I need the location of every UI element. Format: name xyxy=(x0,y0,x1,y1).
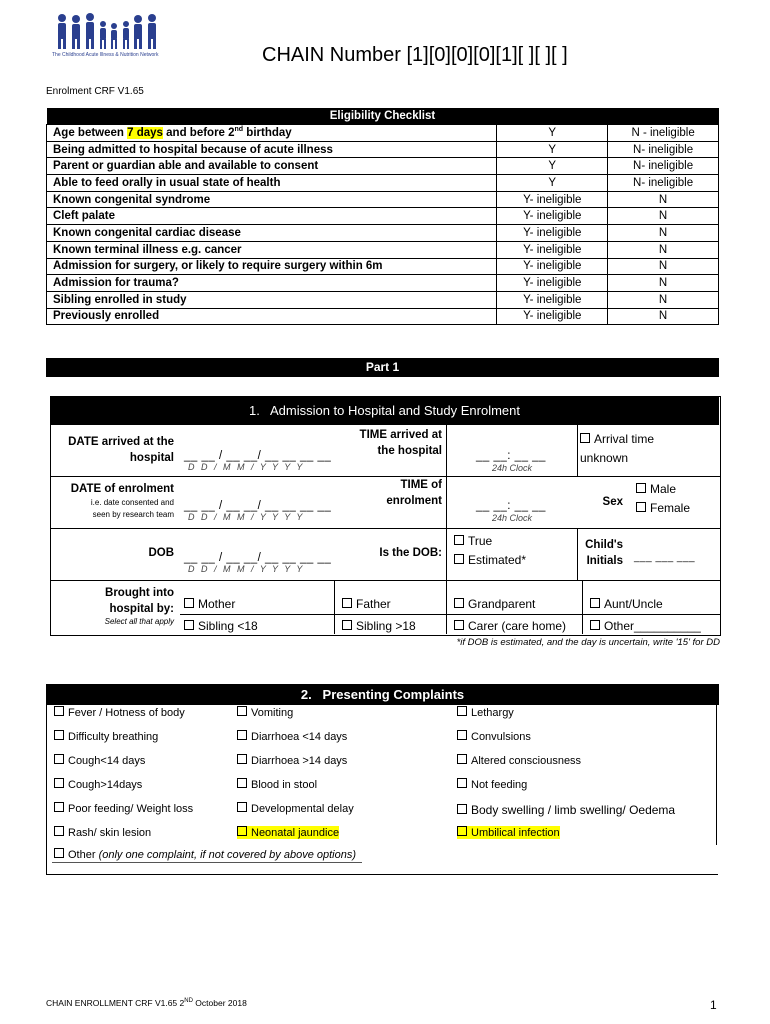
time-enrolment-field[interactable]: __ __: __ __ xyxy=(476,500,546,512)
logo-caption: The Childhood Acute Illness & Nutrition Network xyxy=(52,52,159,58)
criterion: Being admitted to hospital because of acute illness xyxy=(47,141,497,158)
table-row xyxy=(47,141,719,158)
complaint-checkbox[interactable]: Blood in stool xyxy=(237,778,317,791)
neonatal-jaundice-checkbox[interactable]: Neonatal jaundice xyxy=(237,826,339,839)
no-option[interactable]: N- ineligible xyxy=(608,175,719,192)
other-checkbox[interactable]: Other__________ xyxy=(590,619,701,633)
yes-option[interactable]: Y- ineligible xyxy=(497,241,608,258)
date-arrived-label: DATE arrived at the hospital xyxy=(68,436,174,464)
other-complaint-line[interactable] xyxy=(52,862,362,863)
yes-option[interactable]: Y- ineligible xyxy=(497,275,608,292)
complaint-checkbox[interactable]: Lethargy xyxy=(457,706,514,719)
table-row xyxy=(47,158,719,175)
criterion: Age between 7 days and before 2nd birthday xyxy=(47,125,497,142)
page-number: 1 xyxy=(710,998,717,1012)
no-option[interactable]: N - ineligible xyxy=(608,125,719,142)
complaint-checkbox[interactable]: Cough>14days xyxy=(54,778,142,791)
yes-option[interactable]: Y- ineligible xyxy=(497,291,608,308)
complaint-checkbox[interactable]: Body swelling / limb swelling/ Oedema xyxy=(457,803,675,817)
is-dob-label: Is the DOB: xyxy=(379,547,442,559)
aunt-uncle-checkbox[interactable]: Aunt/Uncle xyxy=(590,597,663,611)
dob-label: DOB xyxy=(148,547,174,559)
date-enrolment-subtext: i.e. date consented and seen by research team xyxy=(90,498,174,519)
criterion: Known congenital syndrome xyxy=(47,191,497,208)
yes-option[interactable]: Y xyxy=(497,141,608,158)
chain-number-title: CHAIN Number [1][0][0][0][1][ ][ ][ ] xyxy=(262,44,568,66)
mother-checkbox[interactable]: Mother xyxy=(184,597,235,611)
crf-version: Enrolment CRF V1.65 xyxy=(46,86,144,97)
date-format-hint: D D / M M / Y Y Y Y xyxy=(188,462,305,472)
time-arrived-field[interactable]: __ __: __ __ xyxy=(476,450,546,462)
sex-male-checkbox[interactable]: Male xyxy=(636,482,676,496)
family-figures-icon xyxy=(52,12,172,52)
initials-field[interactable]: ___ ___ ___ xyxy=(634,552,696,563)
table-row xyxy=(47,175,719,192)
section-title: Admission to Hospital and Study Enrolment xyxy=(269,403,520,418)
initials-label: Child's Initials xyxy=(585,539,623,567)
clock-hint: 24h Clock xyxy=(492,463,533,473)
complaint-checkbox[interactable]: Rash/ skin lesion xyxy=(54,826,151,839)
no-option[interactable]: N xyxy=(608,191,719,208)
footer-text: CHAIN ENROLLMENT CRF V1.65 2ND October 2018 xyxy=(46,998,247,1008)
complaint-checkbox[interactable]: Developmental delay xyxy=(237,802,354,815)
no-option[interactable]: N- ineligible xyxy=(608,158,719,175)
brought-by-subtext: Select all that apply xyxy=(104,617,174,626)
no-option[interactable]: N xyxy=(608,241,719,258)
dob-estimated-checkbox[interactable]: Estimated* xyxy=(454,553,526,567)
part-1-header: Part 1 xyxy=(46,358,719,377)
table-row xyxy=(47,191,719,208)
date-format-hint: D D / M M / Y Y Y Y xyxy=(188,564,305,574)
arrival-time-unknown-label: unknown xyxy=(580,451,629,465)
complaint-checkbox[interactable]: Vomiting xyxy=(237,706,293,719)
no-option[interactable]: N xyxy=(608,308,719,325)
date-arrived-field[interactable]: __ __ / __ __/ __ __ __ __ xyxy=(184,450,332,462)
criterion: Known terminal illness e.g. cancer xyxy=(47,241,497,258)
complaint-checkbox[interactable]: Fever / Hotness of body xyxy=(54,706,185,719)
complaint-checkbox[interactable]: Altered consciousness xyxy=(457,754,581,767)
dob-field[interactable]: __ __ / __ __/ __ __ __ __ xyxy=(184,552,332,564)
table-row xyxy=(47,225,719,242)
no-option[interactable]: N xyxy=(608,275,719,292)
complaint-checkbox[interactable]: Cough<14 days xyxy=(54,754,145,767)
yes-option[interactable]: Y xyxy=(497,125,608,142)
table-row xyxy=(47,308,719,325)
sex-label: Sex xyxy=(602,496,623,508)
yes-option[interactable]: Y- ineligible xyxy=(497,308,608,325)
yes-option[interactable]: Y- ineligible xyxy=(497,208,608,225)
complaint-checkbox[interactable]: Diarrhoea <14 days xyxy=(237,730,347,743)
no-option[interactable]: N xyxy=(608,225,719,242)
no-option[interactable]: N xyxy=(608,258,719,275)
table-row xyxy=(47,291,719,308)
yes-option[interactable]: Y xyxy=(497,158,608,175)
date-enrolment-label: DATE of enrolment xyxy=(70,483,174,495)
dob-estimate-note: *if DOB is estimated, and the day is uncertain, write '15' for DD xyxy=(456,637,720,648)
brought-by-label: Brought into hospital by: xyxy=(105,587,174,615)
highlight-7-days: 7 days xyxy=(127,127,163,140)
no-option[interactable]: N xyxy=(608,208,719,225)
time-enrolment-label: TIME of enrolment xyxy=(386,479,442,507)
criterion: Able to feed orally in usual state of health xyxy=(47,175,497,192)
clock-hint: 24h Clock xyxy=(492,513,533,523)
yes-option[interactable]: Y- ineligible xyxy=(497,258,608,275)
carer-checkbox[interactable]: Carer (care home) xyxy=(454,619,566,633)
grandparent-checkbox[interactable]: Grandparent xyxy=(454,597,535,611)
complaint-checkbox[interactable]: Diarrhoea >14 days xyxy=(237,754,347,767)
section-title: Presenting Complaints xyxy=(322,687,465,702)
table-row xyxy=(47,275,719,292)
criterion: Known congenital cardiac disease xyxy=(47,225,497,242)
time-arrived-label: TIME arrived at the hospital xyxy=(359,429,442,457)
criterion: Cleft palate xyxy=(47,208,497,225)
complaint-checkbox[interactable]: Difficulty breathing xyxy=(54,730,158,743)
table-row xyxy=(47,125,719,142)
complaint-checkbox[interactable]: Convulsions xyxy=(457,730,531,743)
criterion: Sibling enrolled in study xyxy=(47,291,497,308)
eligibility-table xyxy=(46,108,719,325)
eligibility-title: Eligibility Checklist xyxy=(47,108,719,125)
no-option[interactable]: N- ineligible xyxy=(608,141,719,158)
section-number: 2. xyxy=(300,687,312,702)
dob-true-checkbox[interactable]: True xyxy=(454,534,492,548)
chain-logo xyxy=(52,12,172,62)
yes-option[interactable]: Y xyxy=(497,175,608,192)
no-option[interactable]: N xyxy=(608,291,719,308)
section-1-header xyxy=(50,396,719,425)
complaint-checkbox[interactable]: Poor feeding/ Weight loss xyxy=(54,802,193,815)
arrival-time-unknown-checkbox[interactable]: Arrival time xyxy=(580,432,654,446)
criterion: Previously enrolled xyxy=(47,308,497,325)
criterion: Admission for surgery, or likely to require surgery within 6m xyxy=(47,258,497,275)
table-row xyxy=(47,258,719,275)
yes-option[interactable]: Y- ineligible xyxy=(497,191,608,208)
other-complaint-checkbox[interactable]: Other (only one complaint, if not covered by above options) xyxy=(54,848,356,861)
complaint-checkbox[interactable]: Not feeding xyxy=(457,778,527,791)
sibling-over-18-checkbox[interactable]: Sibling >18 xyxy=(342,619,416,633)
umbilical-infection-checkbox[interactable]: Umbilical infection xyxy=(457,826,560,839)
sibling-under-18-checkbox[interactable]: Sibling <18 xyxy=(184,619,258,633)
criterion: Admission for trauma? xyxy=(47,275,497,292)
date-format-hint: D D / M M / Y Y Y Y xyxy=(188,512,305,522)
sex-female-checkbox[interactable]: Female xyxy=(636,501,690,515)
table-row xyxy=(47,208,719,225)
criterion: Parent or guardian able and available to consent xyxy=(47,158,497,175)
father-checkbox[interactable]: Father xyxy=(342,597,391,611)
yes-option[interactable]: Y- ineligible xyxy=(497,225,608,242)
section-number: 1. xyxy=(249,403,260,418)
date-enrolment-field[interactable]: __ __ / __ __/ __ __ __ __ xyxy=(184,500,332,512)
section-2-header xyxy=(46,684,719,705)
table-row xyxy=(47,241,719,258)
